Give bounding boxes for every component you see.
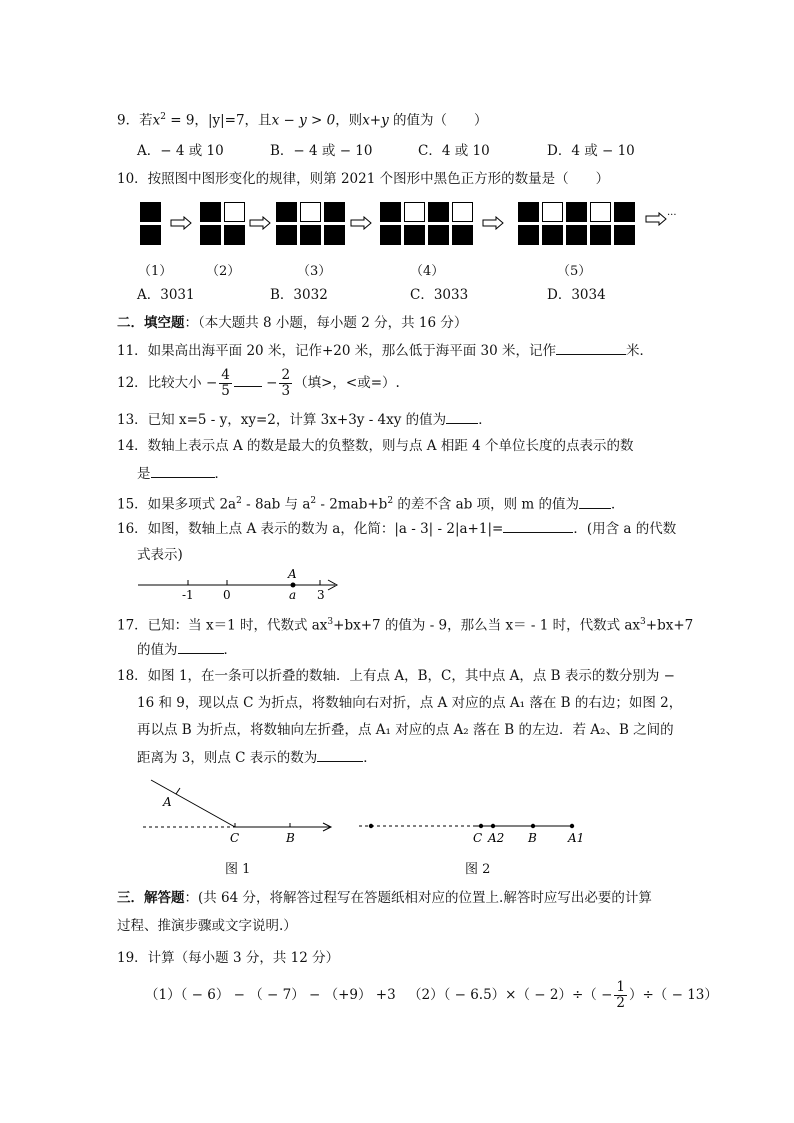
frac-den: 2 (616, 995, 625, 1011)
answer-blank (178, 639, 224, 654)
question-18-line3: 再以点 B 为折点，将数轴向左折叠，点 A₁ 对应的点 A₂ 落在 B 的左边．若 A₂、B 之间的 (137, 722, 674, 738)
answer-blank (579, 494, 611, 509)
black-square (428, 225, 449, 245)
question-14-line2 (137, 463, 228, 484)
question-16-line1 (117, 518, 676, 539)
ellipsis: ··· (667, 210, 677, 221)
q16-tail: ．(用含 a 的代数 (573, 521, 677, 537)
black-square (200, 202, 221, 222)
black-square (224, 225, 245, 245)
answer-blank (503, 518, 573, 533)
exp: 3 (327, 617, 334, 627)
arrow-right-icon (249, 216, 271, 230)
q9-number: 9．若 (117, 112, 153, 129)
arrow-right-icon (482, 216, 504, 230)
question-16-line2: 式表示) (137, 547, 183, 563)
fig2-label-a2: A2 (488, 831, 505, 845)
section-3-heading (117, 888, 652, 908)
black-square (428, 202, 449, 222)
figure-2-caption: 图 2 (465, 862, 491, 877)
caption-2: （2） (206, 264, 241, 279)
frac-num: 1 (616, 979, 625, 995)
arrow-right-icon (350, 216, 372, 230)
figure-1-caption: 图 1 (225, 862, 251, 877)
question-19: 19．计算（每小题 3 分，共 12 分） (117, 950, 340, 966)
q10-option-c: C．3033 (410, 287, 469, 303)
white-square (404, 202, 425, 222)
frac-num: 4 (221, 367, 230, 383)
black-square (542, 225, 563, 245)
exp: 2 (387, 496, 394, 506)
q13-tail: ． (478, 412, 492, 428)
fig1-label-c: C (230, 831, 240, 845)
exp: 2 (310, 496, 317, 506)
black-square (140, 225, 161, 245)
q16-number-line (130, 565, 350, 605)
q12-tail: （填>，<或=）. (294, 375, 400, 391)
q9-cond1: = 9， (165, 112, 208, 129)
question-14-line1: 14．数轴上表示点 A 的数是最大的负整数，则与点 A 相距 4 个单位长度的点表示的数 (117, 438, 634, 454)
answer-blank (234, 372, 262, 387)
caption-1: （1） (138, 264, 173, 279)
q11-tail: 米． (625, 343, 653, 359)
caption-3: （3） (297, 264, 332, 279)
white-square (224, 202, 245, 222)
black-square (276, 202, 297, 222)
q9-option-c: C．4 或 10 (418, 143, 490, 159)
black-square (380, 202, 401, 222)
question-17-line2 (137, 639, 237, 660)
black-square (566, 202, 587, 222)
question-17-line1 (117, 612, 693, 636)
q18-figure-2 (355, 810, 590, 850)
question-10: 10．按照图中图形变化的规律，则第 2021 个图形中黑色正方形的数量是（ ） (117, 171, 610, 187)
fig2-label-a1: A1 (568, 831, 585, 845)
tick-label-neg1: -1 (182, 588, 194, 602)
black-square (614, 202, 635, 222)
question-12 (117, 366, 400, 400)
frac-den: 3 (281, 383, 291, 399)
q9-option-a: A．− 4 或 10 (137, 143, 224, 159)
caption-4: （4） (410, 264, 445, 279)
exp: 3 (640, 617, 646, 627)
q9-cond2: |y|=7，且 (207, 112, 272, 129)
q9-exponent: 2 (160, 112, 166, 122)
black-square (566, 225, 587, 245)
q15-mid3: 的差不含 ab 项，则 m 的值为 (393, 496, 580, 513)
q9-option-d: D．4 或 − 10 (547, 143, 635, 159)
black-square (518, 202, 539, 222)
q10-option-b: B．3032 (270, 287, 328, 303)
q10-option-d: D．3034 (547, 287, 606, 303)
answer-blank (151, 463, 215, 478)
section-3-line1: ：(共 64 分，将解答过程写在答题纸相对应的位置上.解答时应写出必要的计算 (184, 890, 652, 906)
section-2-heading (117, 313, 467, 333)
tick-label-3: 3 (317, 588, 325, 602)
q13-text: 13．已知 x=5 - y，xy=2，计算 3x+3y - 4xy 的值为 (117, 412, 447, 428)
white-square (300, 202, 321, 222)
question-13 (117, 409, 492, 430)
q17-pre: 17．已知：当 x＝1 时，代数式 ax (117, 617, 328, 634)
arrow-right-icon (170, 216, 192, 230)
point-label-a: A (288, 567, 297, 581)
fraction-1-2 (614, 980, 627, 1011)
section-3-line2: 过程、推演步骤或文字说明.） (117, 918, 297, 934)
black-square (324, 202, 345, 222)
black-square (140, 202, 161, 222)
q18-figure-1 (135, 776, 345, 846)
q17-mid: +bx+7 的值为 - 9，那么当 x＝ - 1 时，代数式 ax (333, 617, 641, 634)
question-15 (117, 491, 625, 515)
q9-var-x: x (152, 112, 161, 129)
q9-option-b: B．− 4 或 − 10 (270, 143, 373, 159)
q19-part-1: （1）（ − 6） − （ − 7） − （+9） +3 (145, 987, 396, 1003)
question-18-line1: 18．如图 1，在一条可以折叠的数轴．上有点 A，B，C，其中点 A，点 B 表示的数分别为 − (117, 668, 675, 684)
black-square (452, 225, 473, 245)
black-square (200, 225, 221, 245)
q15-tail: ． (611, 496, 625, 513)
black-square (324, 225, 345, 245)
q18-line4: 距离为 3，则点 C 表示的数为 (137, 750, 318, 766)
white-square (452, 202, 473, 222)
black-square (300, 225, 321, 245)
fig1-label-a: A (163, 795, 172, 809)
black-square (276, 225, 297, 245)
black-square (590, 225, 611, 245)
question-11 (117, 340, 653, 361)
q19-parts (145, 978, 718, 1012)
black-square (518, 225, 539, 245)
question-18-line4 (137, 747, 377, 768)
question-9 (117, 107, 488, 131)
q16-line1: 16．如图，数轴上点 A 表示的数为 a，化简：|a - 3| - 2|a+1|= (117, 521, 504, 537)
q15-pre: 15．如果多项式 2a (117, 496, 237, 513)
q17-tail: ． (223, 642, 237, 658)
section-3-title: 三．解答题 (117, 890, 185, 906)
answer-blank (446, 409, 478, 424)
q19-part-2-post: ）÷（ − 13） (629, 987, 718, 1003)
q15-mid2: - 2mab+b (316, 496, 388, 513)
answer-blank (317, 747, 363, 762)
fraction-4-5 (219, 368, 232, 399)
white-square (542, 202, 563, 222)
question-18-line2: 16 和 9，现以点 C 为折点，将数轴向右对折，点 A 对应的点 A₁ 落在 B 的右边；如图 2， (137, 695, 683, 711)
black-square (614, 225, 635, 245)
fraction-2-3 (279, 368, 292, 399)
answer-blank (556, 340, 626, 355)
q17-end: +bx+7 (645, 617, 694, 634)
q10-pattern-figure (140, 200, 680, 250)
q19-part-2-pre: （2）（ − 6.5）×（ − 2）÷（ − (407, 987, 613, 1003)
white-square (590, 202, 611, 222)
q12-mid: − (261, 375, 278, 391)
section-2-title: 二．填空题 (117, 315, 185, 331)
q15-mid1: - 8ab 与 a (241, 496, 311, 513)
exp: 2 (236, 496, 242, 506)
tick-label-0: 0 (223, 588, 231, 602)
frac-den: 5 (221, 383, 230, 399)
q18-tail: ． (363, 750, 377, 766)
black-square (404, 225, 425, 245)
q9-expr: x+y (362, 112, 389, 129)
q9-end: 的值为（ ） (388, 112, 488, 129)
q10-option-a: A．3031 (137, 287, 195, 303)
section-2-desc: ：（本大题共 8 小题，每小题 2 分，共 16 分） (184, 315, 468, 331)
fig2-label-c: C (473, 831, 483, 845)
q14-line2: 是 (137, 466, 151, 482)
black-square (380, 225, 401, 245)
q17-line2: 的值为 (137, 642, 178, 658)
q12-pre: 12．比较大小 − (117, 375, 218, 391)
tick-label-a: a (289, 588, 297, 602)
caption-5: （5） (557, 264, 592, 279)
fig2-label-b: B (528, 831, 537, 845)
q9-tail: ，则 (335, 112, 363, 129)
arrow-right-icon (645, 212, 667, 226)
frac-num: 2 (281, 367, 291, 383)
q14-tail: ． (214, 466, 228, 482)
q9-cond3: x − y > 0 (271, 112, 336, 129)
q11-text: 11．如果高出海平面 20 米，记作+20 米，那么低于海平面 30 米，记作 (117, 343, 556, 359)
fig1-label-b: B (286, 831, 295, 845)
